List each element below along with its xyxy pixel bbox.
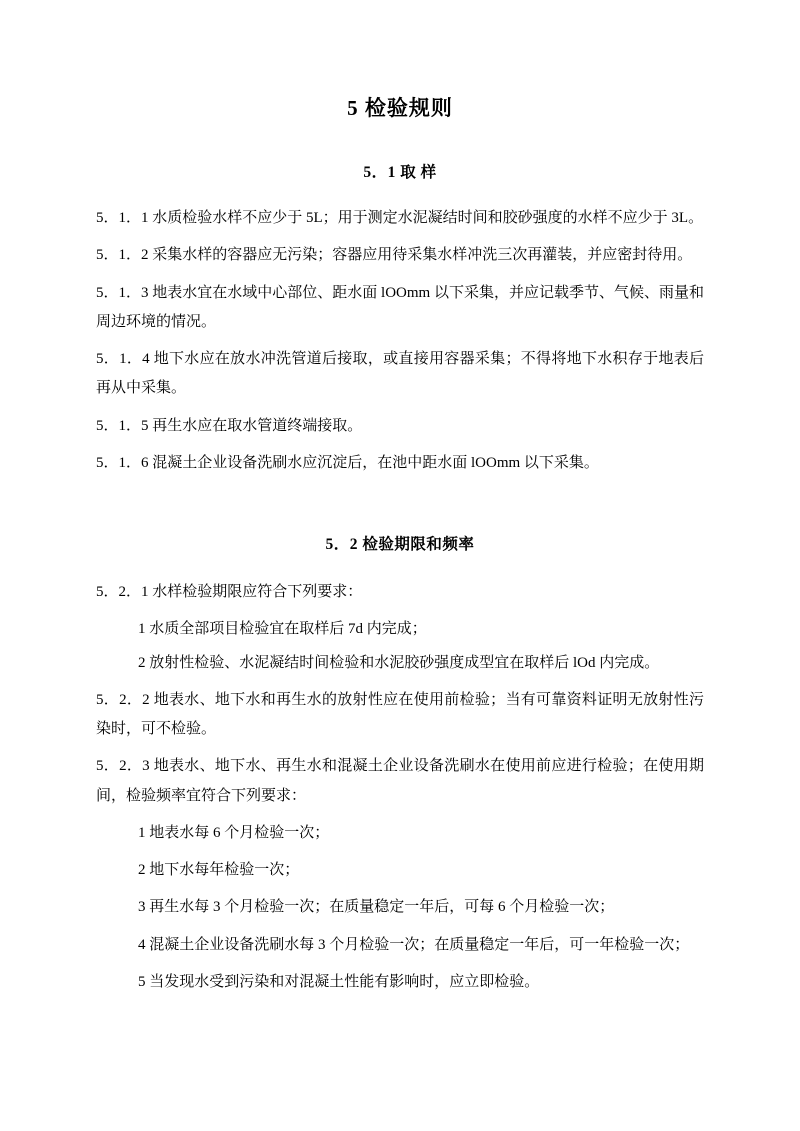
clause-5-2-3-item-5: 5 当发现水受到污染和对混凝土性能有影响时，应立即检验。 <box>138 973 540 990</box>
clause-5-1-3: 5．1．3 地表水宜在水域中心部位、距水面 lOOmm 以下采集，并应记载季节、气候、雨量和周边环境的情况。 <box>96 284 704 330</box>
section-heading-inspection-period: 5．2 检验期限和频率 <box>325 536 475 553</box>
clause-5-2-3-item-2: 2 地下水每年检验一次； <box>138 862 300 878</box>
clause-5-2-1-item-1: 1 水质全部项目检验宜在取样后 7d 内完成； <box>138 621 427 638</box>
clause-5-2-2: 5．2．2 地表水、地下水和再生水的放射性应在使用前检验；当有可靠资料证明无放射性污染时，可不检验。 <box>96 691 704 737</box>
clause-5-2-3-item-4: 4 混凝土企业设备洗刷水每 3 个月检验一次；在质量稳定一年后，可一年检验一次； <box>138 936 690 953</box>
clause-5-1-5: 5．1．5 再生水应在取水管道终端接取。 <box>96 417 363 434</box>
clause-5-1-2: 5．1．2 采集水样的容器应无污染；容器应用待采集水样冲洗三次再灌装，并应密封待用。 <box>96 247 693 264</box>
page-title: 5 检验规则 <box>347 96 453 120</box>
clause-5-2-3-item-3: 3 再生水每 3 个月检验一次；在质量稳定一年后，可每 6 个月检验一次； <box>138 899 615 916</box>
clause-5-2-3-item-1: 1 地表水每 6 个月检验一次； <box>138 824 330 841</box>
clause-5-1-4: 5．1．4 地下水应在放水冲洗管道后接取，或直接用容器采集；不得将地下水积存于地表后再从中采集。 <box>96 351 704 397</box>
clause-5-2-1-item-2: 2 放射性检验、水泥凝结时间检验和水泥胶砂强度成型宜在取样后 lOd 内完成。 <box>138 654 660 671</box>
clause-5-1-6: 5．1．6 混凝土企业设备洗刷水应沉淀后，在池中距水面 lOOmm 以下采集。 <box>96 454 599 471</box>
clause-5-2-3: 5．2．3 地表水、地下水、再生水和混凝土企业设备洗刷水在使用前应进行检验；在使用期间，检验频率宜符合下列要求： <box>96 758 704 804</box>
section-heading-sampling: 5．1 取 样 <box>363 164 437 181</box>
clause-5-1-1: 5．1．1 水质检验水样不应少于 5L；用于测定水泥凝结时间和胶砂强度的水样不应少于 3L。 <box>96 210 704 226</box>
clause-5-2-1: 5．2．1 水样检验期限应符合下列要求： <box>96 584 363 600</box>
